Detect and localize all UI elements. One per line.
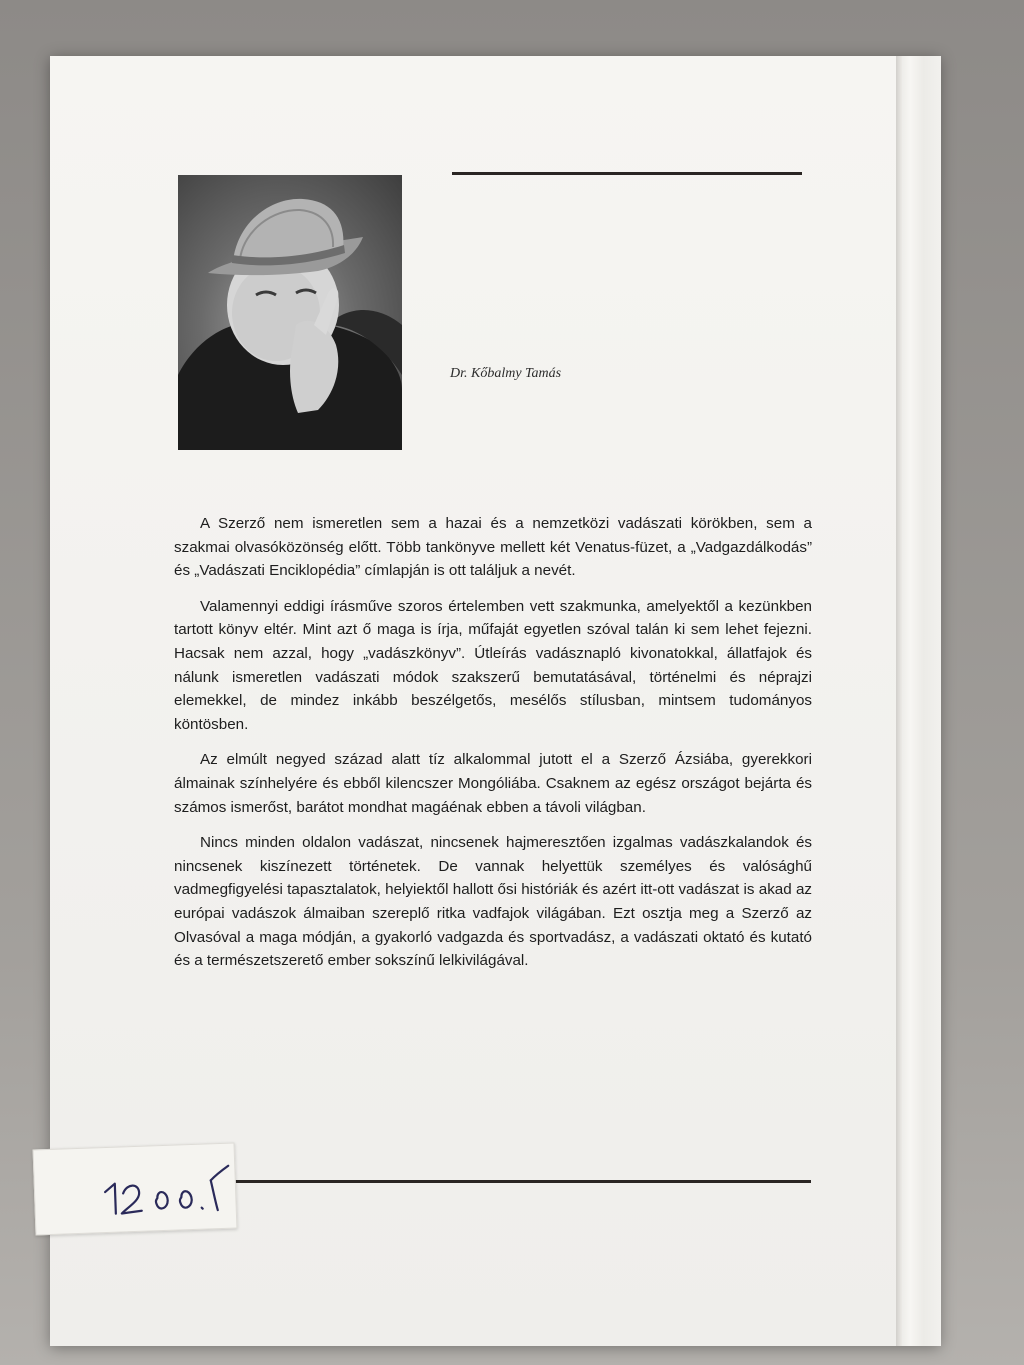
- bio-paragraph: A Szerző nem ismeretlen sem a hazai és a nemzetközi vadászati körökben, sem a szakmai olvasóközönség előtt. Több tankönyve mellett két Venatus-füzet, a „Vadgazdálkodás” és „Vadászati Enciklopédia” címlapján is ott találjuk a nevét.: [174, 515, 812, 580]
- portrait-illustration: [178, 175, 402, 450]
- spine-hinge: [896, 56, 902, 1346]
- bio-paragraph: Valamennyi eddigi írásműve szoros értelemben vett szakmunka, amelyektől a kezünkben tartott könyv eltér. Mint azt ő maga is írja, műfaját egyetlen szóval talán ki sem lehet fejezni. Hacsak nem azzal, hogy „vadászkönyv”. Útleírás vadásznapló kivonatokkal, állatfajok és nálunk ismeretlen vadászati módok szakszerű bemutatásával, történelmi és néprajzi elemekkel, de mindez inkább beszélgetős, mesélős stílusban, mintsem tudományos köntösben.: [174, 597, 812, 733]
- author-biography: [174, 512, 812, 985]
- book-spine: [896, 56, 941, 1346]
- author-name: Dr. Kőbalmy Tamás: [450, 366, 562, 381]
- bio-paragraph: Nincs minden oldalon vadászat, nincsenek hajmeresztően izgalmas vadászkalandok és nincsenek kiszínezett történetek. De vannak helyettük személyes és valósághű vadmegfigyelési tapasztalatok, helyiektől hallott ősi históriák és azért itt-ott vadászat is akad az európai vadászok álmaiban szereplő ritka vadfajok világában. Ezt osztja meg a Szerző az Olvasóval a maga módján, a gyakorló vadgazda és sportvadász, a vadászati oktató és kutató és a természetszerető ember sokszínű lelkivilágával.: [174, 834, 812, 970]
- bio-paragraph: Az elmúlt negyed század alatt tíz alkalommal jutott el a Szerző Ázsiába, gyerekkori álmainak színhelyére és ebből kilencszer Mongóliába. Csaknem az egész országot bejárta és számos ismerőst, barátot mondhat magáénak ebben a távoli világban.: [174, 751, 812, 816]
- handwritten-price-sticker: [33, 1143, 238, 1236]
- bottom-rule-line: [175, 1180, 811, 1183]
- handwritten-price-icon: [34, 1144, 237, 1235]
- author-portrait-photo: [178, 175, 402, 450]
- top-rule-line: [452, 172, 802, 175]
